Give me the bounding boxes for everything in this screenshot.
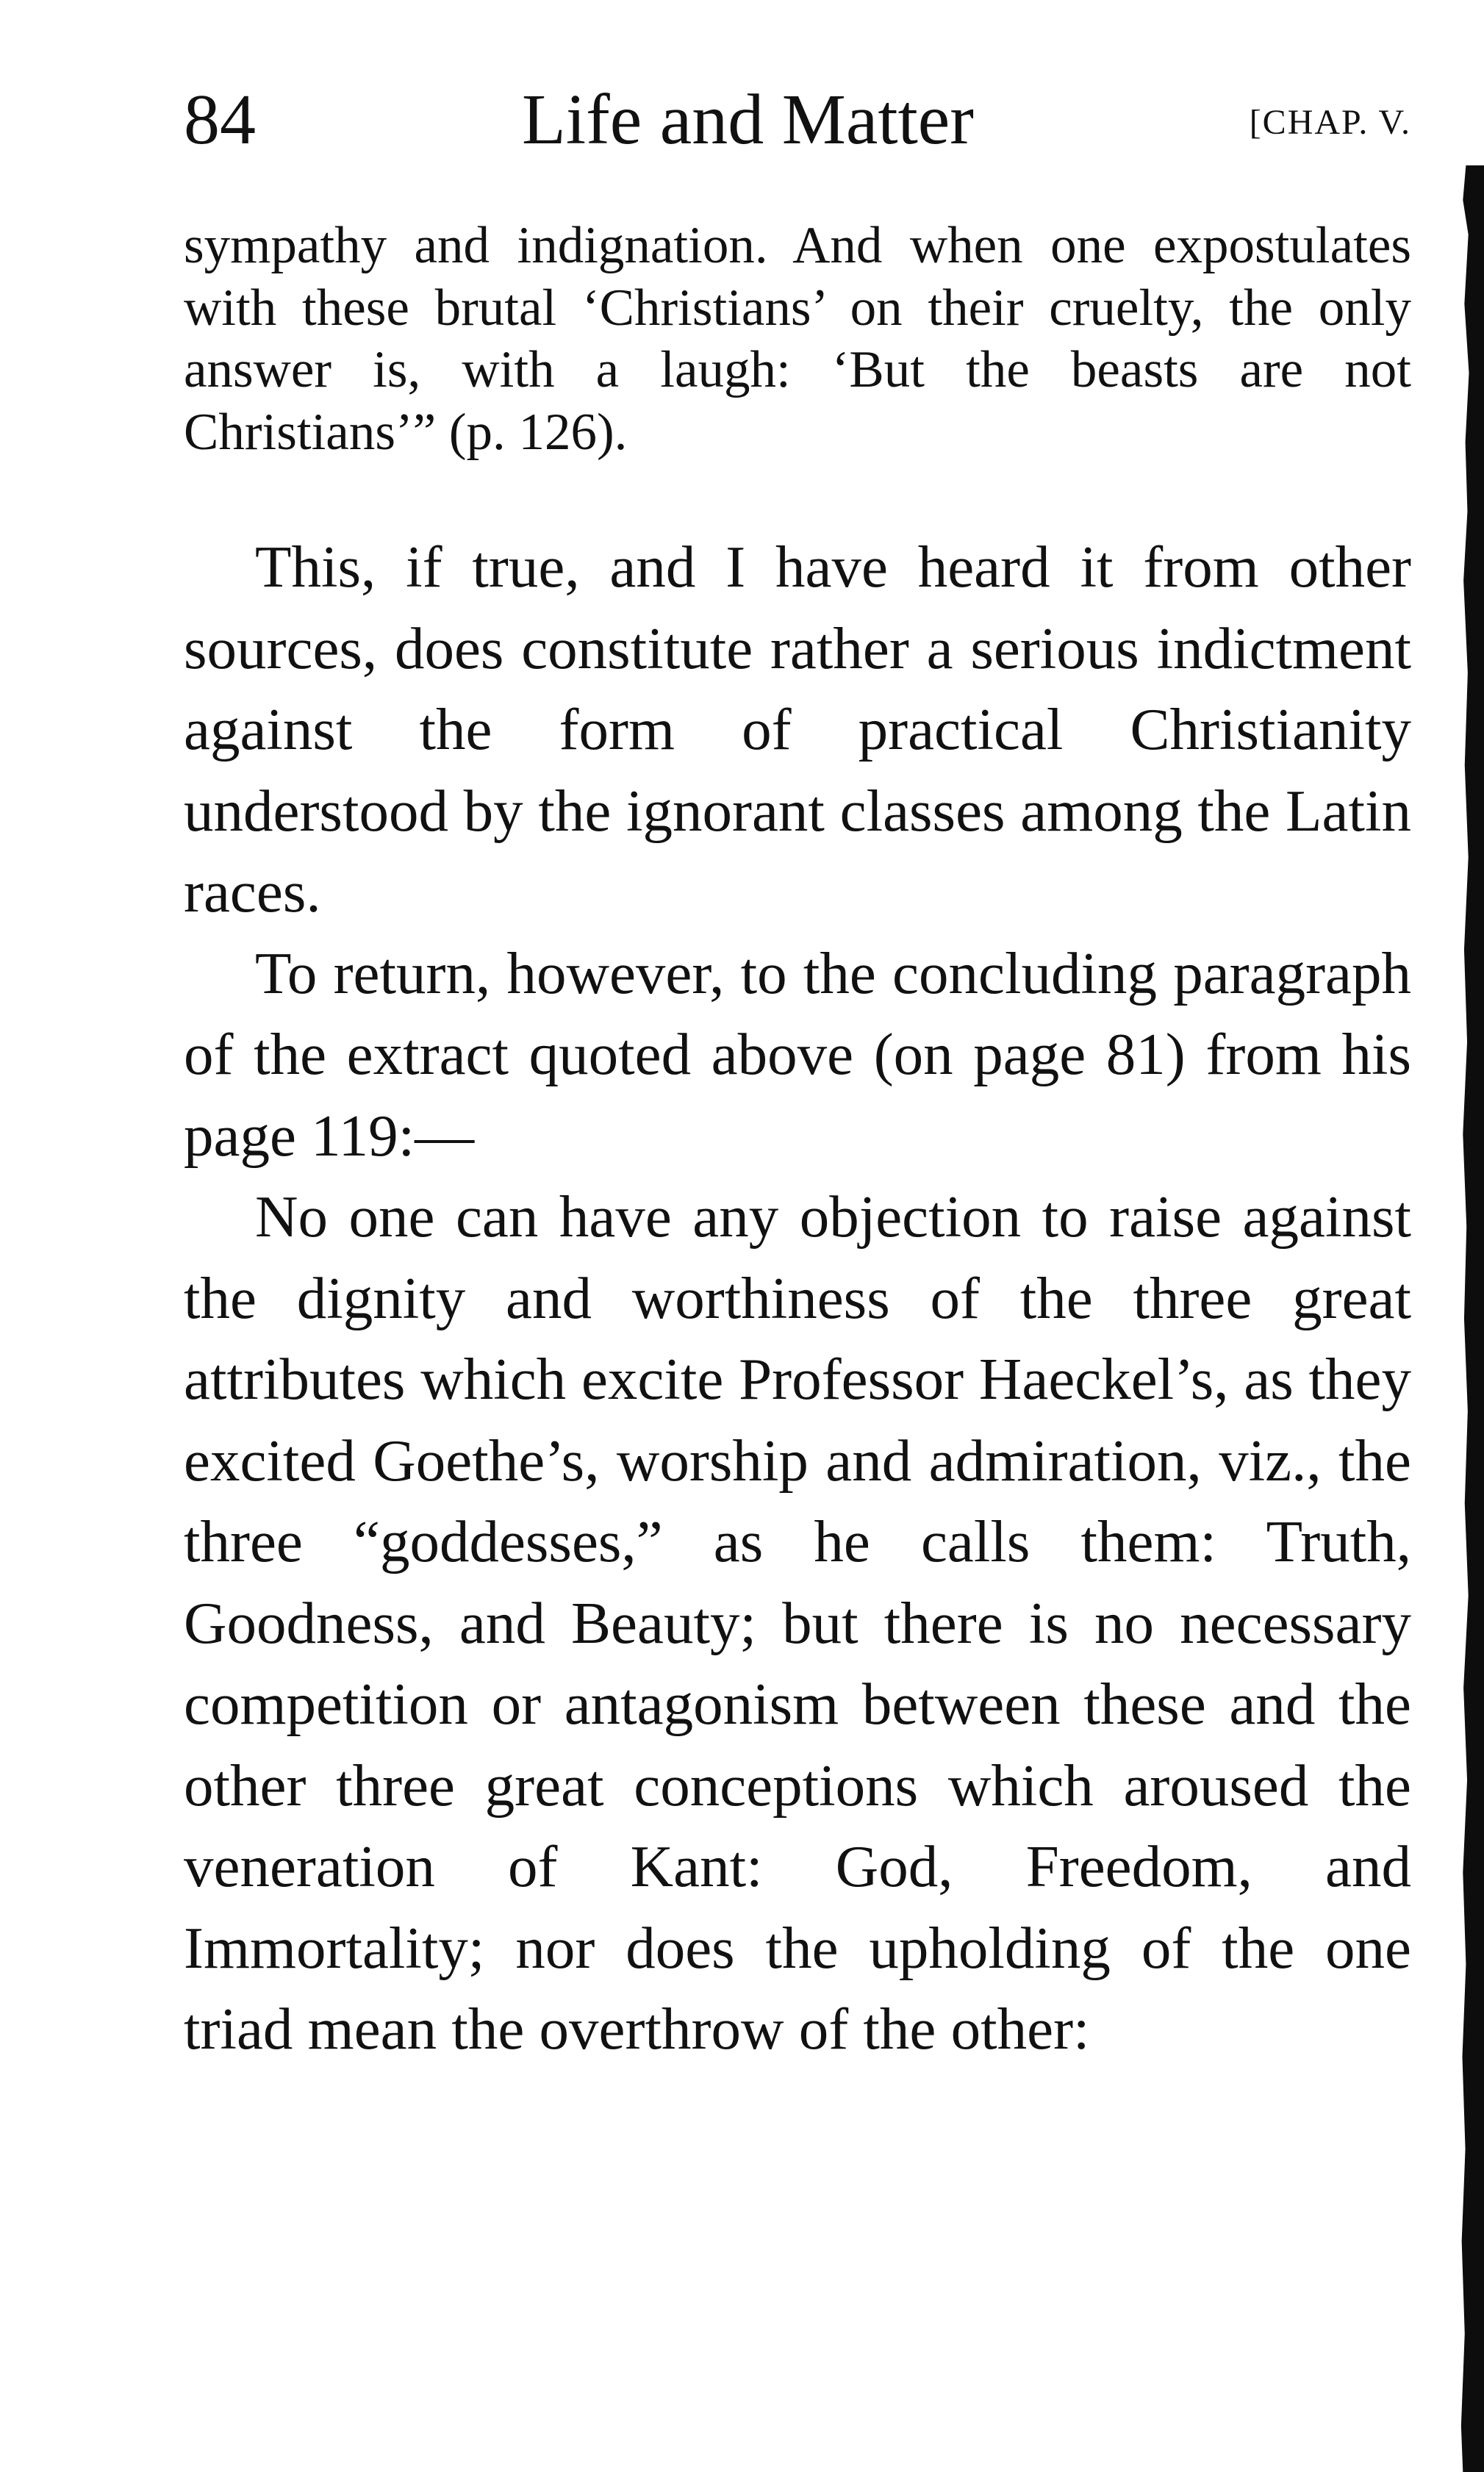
- body-text: [184, 526, 1411, 2070]
- chapter-reference: [CHAP. V.: [1249, 103, 1411, 142]
- page-header: [184, 79, 1411, 160]
- torn-page-edge: [1454, 165, 1484, 2472]
- page-number: 84: [184, 80, 256, 160]
- paragraph: This, if true, and I have heard it from other sources, does constitute rather a serious indictment against the form of practical Christianity understood by the ignorant classes among the Latin races.: [184, 534, 1411, 925]
- quoted-passage: sympathy and indignation. And when one expostulates with these brutal ‘Christians’ on their cruelty, the only answer is, with a laugh: ‘But the beasts are not Christians’” (p. 126).: [184, 217, 1411, 461]
- running-title: Life and Matter: [522, 80, 974, 160]
- paragraph: No one can have any objection to raise against the dignity and worthiness of the three great attributes which excite Professor Haeckel’s, as they excited Goethe’s, worship and admiration, viz., the three “goddesses,” as he calls them: Truth, Goodness, and Beauty; but there is no necessary competition or antagonism between these and the other three great conceptions which aroused the veneration of Kant: God, Freedom, and Immortality; nor does the upholding of the one triad mean the overthrow of the other:: [184, 1183, 1411, 2062]
- paragraph: To return, however, to the concluding paragraph of the extract quoted above (on page 81) from his page 119:—: [184, 939, 1411, 1169]
